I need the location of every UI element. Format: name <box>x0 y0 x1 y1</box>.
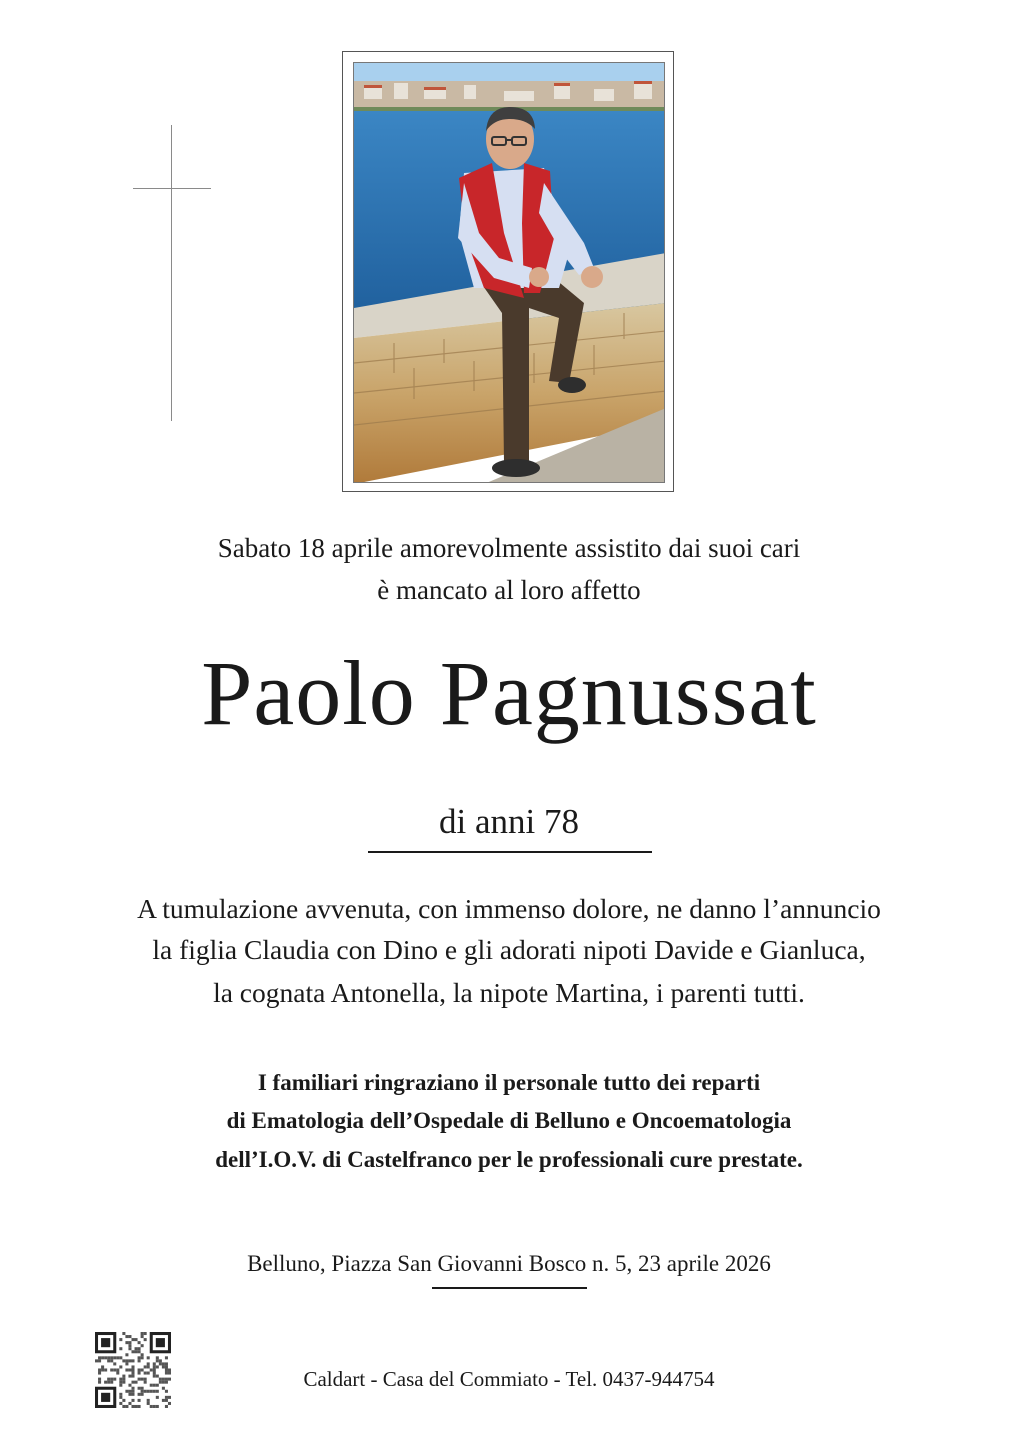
cross-icon-horizontal <box>133 188 211 189</box>
age-text: di anni 78 <box>439 802 579 841</box>
age-underline <box>368 851 652 853</box>
funeral-home-footer: Caldart - Casa del Commiato - Tel. 0437-944754 <box>303 1367 715 1391</box>
place-underline <box>432 1287 587 1289</box>
cross-icon-vertical <box>171 125 172 421</box>
thanks-line-2: di Ematologia dell’Ospedale di Belluno e Oncoematologia <box>226 1108 792 1133</box>
thanks-line-3: dell’I.O.V. di Castelfranco per le professionali cure prestate. <box>215 1147 803 1172</box>
family-line-2: la figlia Claudia con Dino e gli adorati nipoti Davide e Gianluca, <box>152 934 866 965</box>
family-line-1: A tumulazione avvenuta, con immenso dolore, ne danno l’annuncio <box>137 893 881 924</box>
intro-line-1: Sabato 18 aprile amorevolmente assistito dai suoi cari <box>217 533 801 563</box>
intro-line-2: è mancato al loro affetto <box>377 575 641 605</box>
thanks-line-1: I familiari ringraziano il personale tutto dei reparti <box>257 1070 761 1095</box>
place-date: Belluno, Piazza San Giovanni Bosco n. 5, 23 aprile 2026 <box>247 1251 771 1276</box>
deceased-name: Paolo Pagnussat <box>201 642 817 744</box>
portrait-photo <box>353 62 665 483</box>
family-line-3: la cognata Antonella, la nipote Martina, i parenti tutti. <box>213 977 805 1008</box>
